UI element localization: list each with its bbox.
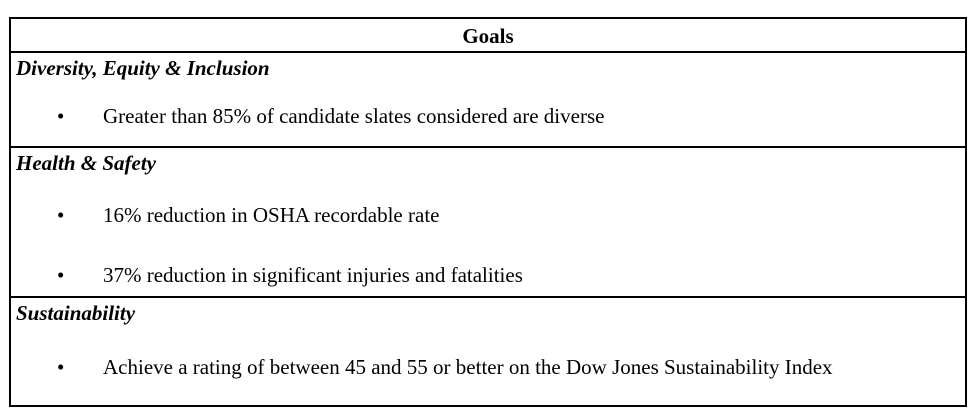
goals-header: Goals bbox=[11, 19, 965, 53]
list-item bbox=[11, 354, 965, 380]
list-item-text: Achieve a rating of between 45 and 55 or better on the Dow Jones Sustainability Index bbox=[103, 355, 833, 379]
bullet-icon: • bbox=[57, 355, 65, 379]
bullet-icon: • bbox=[57, 203, 65, 227]
bullet-icon: • bbox=[57, 104, 65, 128]
section-sustainability bbox=[11, 298, 965, 405]
list-item bbox=[11, 202, 965, 228]
section-title: Health & Safety bbox=[16, 151, 156, 175]
section-title: Diversity, Equity & Inclusion bbox=[16, 56, 270, 80]
list-item-text: 37% reduction in significant injuries and fatalities bbox=[103, 263, 523, 287]
list-item bbox=[11, 262, 965, 288]
list-item-text: 16% reduction in OSHA recordable rate bbox=[103, 203, 440, 227]
list-item-text: Greater than 85% of candidate slates considered are diverse bbox=[103, 104, 605, 128]
bullet-icon: • bbox=[57, 263, 65, 287]
section-diversity-equity-inclusion bbox=[11, 53, 965, 148]
section-health-safety bbox=[11, 148, 965, 298]
list-item bbox=[11, 103, 965, 129]
section-title: Sustainability bbox=[16, 301, 136, 325]
goals-table bbox=[9, 17, 967, 407]
